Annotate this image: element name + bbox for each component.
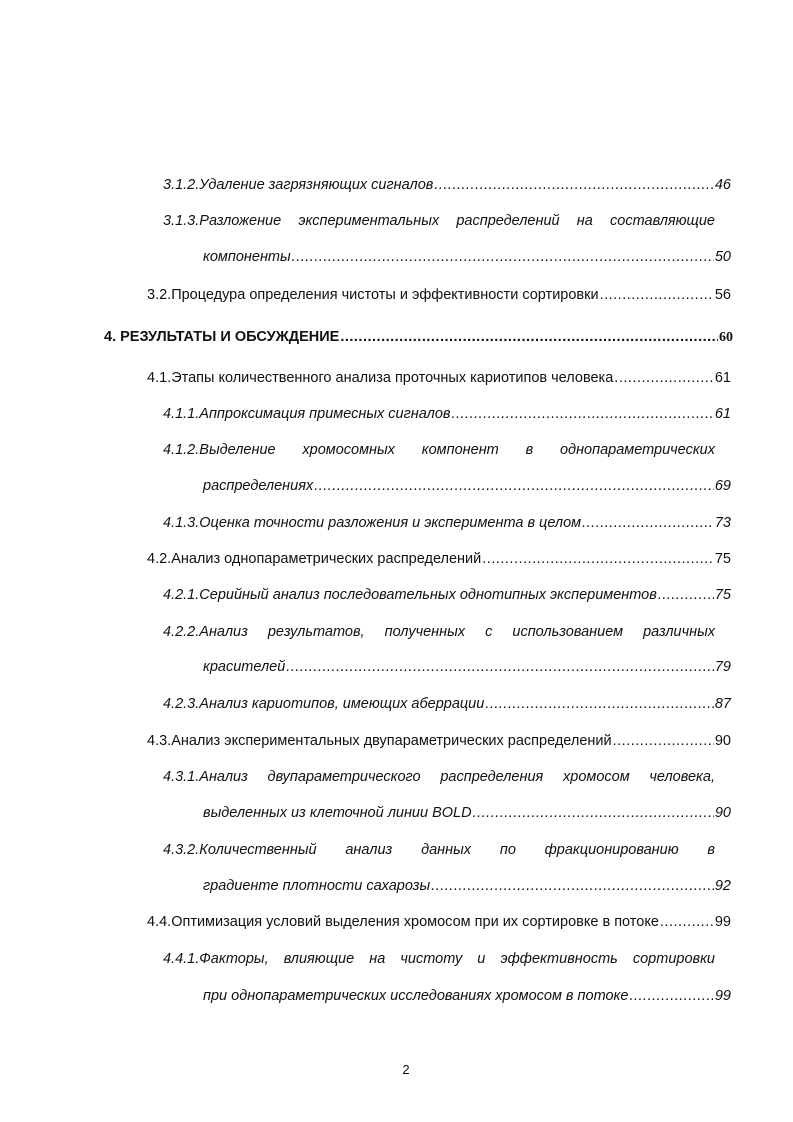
toc-entry-title: Аппроксимация примесных сигналов <box>199 406 451 422</box>
toc-entry-4-1 <box>147 369 731 387</box>
toc-entry-3-1-2 <box>163 176 731 194</box>
toc-entry-number: 4.2.2. <box>163 624 200 640</box>
toc-entry-page: 99 <box>714 914 731 930</box>
toc-entry-title: Удаление загрязняющих сигналов <box>199 177 434 193</box>
toc-entry-number: 4.4.1. <box>163 951 200 967</box>
toc-entry-page: 90 <box>714 805 731 821</box>
toc-entry-4-3-1-line2 <box>203 804 731 822</box>
toc-entry-number: 3.2. <box>147 287 172 303</box>
toc-entry-title: компоненты <box>203 249 291 265</box>
toc-entry-4-3 <box>147 732 731 750</box>
leader-dots <box>292 248 714 266</box>
toc-entry-page: 60 <box>719 330 733 345</box>
toc-entry-number: 4.2. <box>147 551 172 567</box>
toc-entry-title: Серийный анализ последовательных однотипных экспериментов <box>199 587 657 603</box>
toc-entry-4-3-1-line1 <box>163 768 715 786</box>
toc-entry-number: 4. <box>104 329 117 345</box>
toc-entry-title: Оптимизация условий выделения хромосом при их сортировке в потоке <box>171 914 659 930</box>
toc-entry-title: Факторы, влияющие на чистоту и эффективность сортировки <box>199 951 715 967</box>
leader-dots <box>482 550 714 568</box>
leader-dots <box>473 804 714 822</box>
toc-entry-title: Анализ экспериментальных двупараметрических распределений <box>171 733 612 749</box>
toc-entry-page: 56 <box>714 287 731 303</box>
toc-entry-page: 50 <box>714 249 731 265</box>
toc-entry-3-2 <box>147 286 731 304</box>
toc-entry-page: 87 <box>714 696 731 712</box>
toc-entry-4-4-1-line1 <box>163 950 715 968</box>
toc-entry-4-2-1 <box>163 586 731 604</box>
toc-entry-number: 4.3.1. <box>163 769 200 785</box>
toc-entry-4-1-2-line1 <box>163 441 715 459</box>
toc-entry-title: РЕЗУЛЬТАТЫ И ОБСУЖДЕНИЕ <box>120 329 340 345</box>
toc-entry-page: 73 <box>714 515 731 531</box>
toc-entry-4-2-3 <box>163 695 731 713</box>
toc-entry-page: 46 <box>714 177 731 193</box>
toc-entry-title: выделенных из клеточной линии BOLD <box>203 805 472 821</box>
toc-entry-title: градиенте плотности сахарозы <box>203 878 431 894</box>
toc-entry-4-3-2-line1 <box>163 841 715 859</box>
toc-entry-3-1-3-line2 <box>203 248 731 266</box>
toc-entry-number: 4.1.1. <box>163 406 200 422</box>
toc-entry-title: Анализ результатов, полученных с использованием различных <box>199 624 715 640</box>
page-number: 2 <box>402 1062 410 1077</box>
leader-dots <box>434 176 714 194</box>
leader-dots <box>629 987 713 1005</box>
toc-entry-4-1-3 <box>163 514 731 532</box>
toc-entry-4-2 <box>147 550 731 568</box>
toc-entry-page: 79 <box>714 659 731 675</box>
leader-dots <box>600 286 714 304</box>
leader-dots <box>340 328 718 346</box>
toc-entry-title: Анализ двупараметрического распределения хромосом человека, <box>199 769 715 785</box>
toc-entry-title: Процедура определения чистоты и эффективности сортировки <box>171 287 599 303</box>
leader-dots <box>614 369 714 387</box>
toc-entry-number: 4.3. <box>147 733 172 749</box>
toc-entry-page: 69 <box>714 478 731 494</box>
toc-entry-number: 4.2.1. <box>163 587 200 603</box>
toc-entry-page: 90 <box>714 733 731 749</box>
toc-entry-4-4 <box>147 913 731 931</box>
toc-entry-number: 4.4. <box>147 914 172 930</box>
toc-entry-number: 4.2.3. <box>163 696 200 712</box>
toc-entry-number: 4.1.2. <box>163 442 200 458</box>
toc-entry-number: 4.3.2. <box>163 842 200 858</box>
leader-dots <box>314 477 714 495</box>
toc-entry-title: Этапы количественного анализа проточных кариотипов человека <box>171 370 614 386</box>
toc-entry-title: при однопараметрических исследованиях хромосом в потоке <box>203 988 629 1004</box>
leader-dots <box>582 514 714 532</box>
toc-entry-4-1-1 <box>163 405 731 423</box>
toc-entry-number: 3.1.3. <box>163 213 200 229</box>
toc-entry-page: 61 <box>714 370 731 386</box>
toc-entry-number: 4.1.3. <box>163 515 200 531</box>
toc-entry-page: 75 <box>714 587 731 603</box>
toc-entry-title: Анализ кариотипов, имеющих аберрации <box>199 696 485 712</box>
toc-chapter-4 <box>104 328 733 347</box>
toc-entry-page: 99 <box>714 988 731 1004</box>
toc-entry-4-3-2-line2 <box>203 877 731 895</box>
toc-entry-title: Анализ однопараметрических распределений <box>171 551 482 567</box>
toc-entry-4-1-2-line2 <box>203 477 731 495</box>
leader-dots <box>286 658 714 676</box>
leader-dots <box>660 913 714 931</box>
leader-dots <box>431 877 714 895</box>
toc-entry-4-2-2-line2 <box>203 658 731 676</box>
toc-entry-number: 3.1.2. <box>163 177 200 193</box>
leader-dots <box>613 732 714 750</box>
toc-entry-page: 61 <box>714 406 731 422</box>
toc-entry-title: Количественный анализ данных по фракционированию в <box>199 842 715 858</box>
toc-entry-3-1-3-line1 <box>163 212 715 230</box>
toc-entry-title: Выделение хромосомных компонент в однопараметрических <box>199 442 715 458</box>
toc-entry-page: 92 <box>714 878 731 894</box>
toc-entry-page: 75 <box>714 551 731 567</box>
toc-entry-title: распределениях <box>203 478 314 494</box>
toc-entry-title: красителей <box>203 659 286 675</box>
toc-entry-number: 4.1. <box>147 370 172 386</box>
leader-dots <box>451 405 713 423</box>
leader-dots <box>485 695 714 713</box>
toc-entry-4-4-1-line2 <box>203 987 731 1005</box>
toc-entry-title: Разложение экспериментальных распределений на составляющие <box>199 213 715 229</box>
toc-entry-title: Оценка точности разложения и эксперимента в целом <box>199 515 582 531</box>
leader-dots <box>658 586 714 604</box>
toc-entry-4-2-2-line1 <box>163 623 715 641</box>
